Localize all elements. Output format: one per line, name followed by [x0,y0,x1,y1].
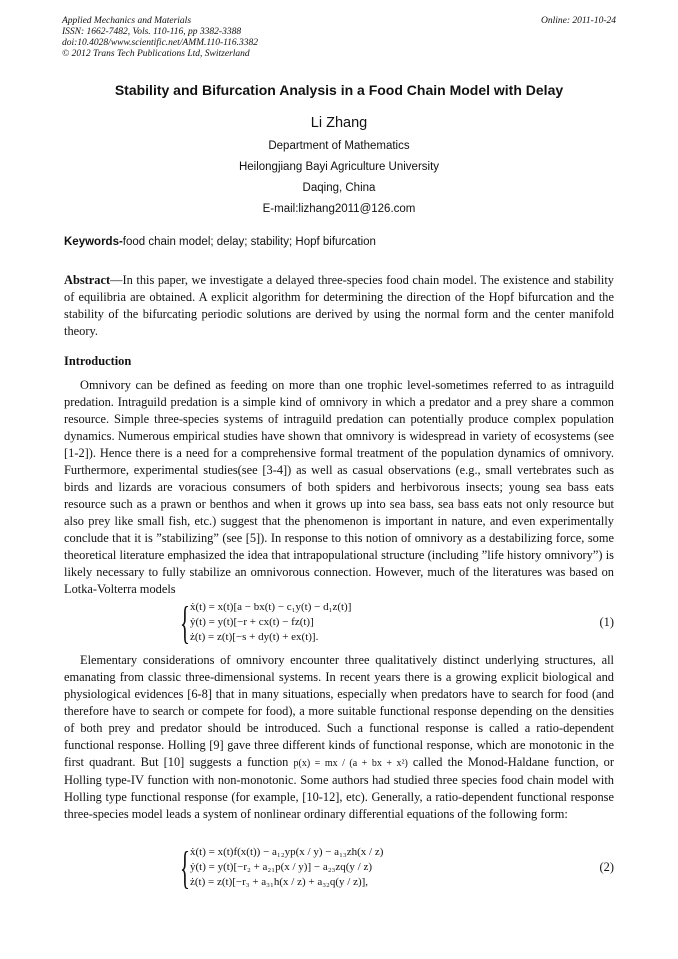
doi-line: doi:10.4028/www.scientific.net/AMM.110-116.3382 [62,38,259,48]
journal-name: Applied Mechanics and Materials [62,16,192,26]
keywords-label: Keywords- [64,236,123,248]
equation-1-line-2: ẏ(t) = y(t)[−r + cx(t) − fz(t)] [190,616,314,628]
equation-2-line-2: ẏ(t) = y(t)[−r₂ + a₂₁p(x / y)] − a₂₃zq(y / z) [190,861,373,873]
inline-formula: p(x) = mx / (a + bx + x²) [293,758,408,769]
paper-title: Stability and Bifurcation Analysis in a Food Chain Model with Delay [114,82,564,98]
equation-brace: { [180,597,190,648]
online-date: Online: 2011-10-24 [540,16,616,26]
equation-1-line-1: ẋ(t) = x(t)[a − bx(t) − c₁y(t) − d₁z(t)] [190,601,352,613]
affiliation-university: Heilongjiang Bayi Agriculture University [238,161,440,173]
affiliation-city: Daqing, China [302,182,376,194]
intro-paragraph-2-end: called the Monod-Haldane function, or Holling type-IV function with non-monotonic. Some authors had studied three species food chain model with Holling type functional response (for example, [10-12], etc). Generally, a ratio-dependent functional response three-species model leads a system of nonlinear ordinary differential equations of the following form: [64,755,614,821]
copyright-line: © 2012 Trans Tech Publications Ltd, Switzerland [62,49,250,59]
equation-brace: { [180,842,190,893]
equation-2-line-3: ż(t) = z(t)[−r₃ + a₃₁h(x / z) + a₃₂q(y / z)], [190,876,369,888]
keywords-text: food chain model; delay; stability; Hopf bifurcation [122,236,376,248]
abstract [64,272,614,340]
author-email: E-mail:lizhang2011@126.com [262,203,416,215]
intro-paragraph-2 [64,652,614,823]
section-heading-introduction: Introduction [64,354,132,368]
equation-1-number: (1) [599,615,614,629]
equation-1-line-3: ż(t) = z(t)[−s + dy(t) + ex(t)]. [190,631,319,643]
keywords [64,236,376,248]
intro-paragraph-2-start: Elementary considerations of omnivory encounter three qualitatively distinct underlying structures, all emanating from classic three-dimensional systems. In recent years there is a growing explicit biological and physiological evidences [6-8] that in many situations, especially when predators have to search for food (and therefore have to search or compete for food), a more suitable functional response depending on the densities of both prey and predator should be introduced. Such a functional response is called a ratio-dependent functional response. Holling [9] gave three different kinds of functional response, which are monotonic in the first quadrant. But [10] suggests a function [64,653,614,769]
equation-2-line-1: ẋ(t) = x(t)f(x(t)) − a₁₂yp(x / y) − a₁₃zh(x / z) [190,846,384,858]
abstract-text: —In this paper, we investigate a delayed three-species food chain model. The existence and stability of equilibria are obtained. A explicit algorithm for determining the direction of the Hopf bifurcation and the stability of the bifurcating periodic solutions are derived by using the normal form and the center manifold theory. [64,273,614,338]
author-name: Li Zhang [310,115,368,131]
abstract-label: Abstract [64,273,111,287]
issn-line: ISSN: 1662-7482, Vols. 110-116, pp 3382-3388 [62,27,242,37]
journal-header [62,16,258,60]
affiliation-dept: Department of Mathematics [268,140,410,152]
intro-paragraph-1: Omnivory can be defined as feeding on more than one trophic level-sometimes referred to as intraguild predation. Intraguild predation is a simple kind of omnivory in which a predator and a prey share a common resource. Simple three-species systems of intraguild predation can potentially produce complex population dynamics. Numerous empirical studies have shown that omnivory is widespread in variety of ecosystems (see [1-2]). Hence there is a need for a comprehensive formal treatment of the population dynamics of omnivory. Furthermore, experimental studies(see [3-4]) as well as casual observations (e.g., small vertebrates such as birds and lizards are voracious consumers of both spiders and herbivorous insects; young sea bass eats resource such as a prawn or benthos and when it grows up into sea bass, sea bass eats not only resource but also prey like small fish, etc.) suggest that the phenomenon is important in nature, and even experimentally conclude that it is ”stabilizing” (see [5]). In response to this notion of omnivory as a destabilizing force, some theoretical literature emphasized the idea that intrapopulational structure (including ”life history omnivory”) is likely necessary to fully stabilize an omnivorous connection. However, much of the literatures was based on Lotka-Volterra models [64,378,614,596]
equation-2-number: (2) [599,860,614,874]
